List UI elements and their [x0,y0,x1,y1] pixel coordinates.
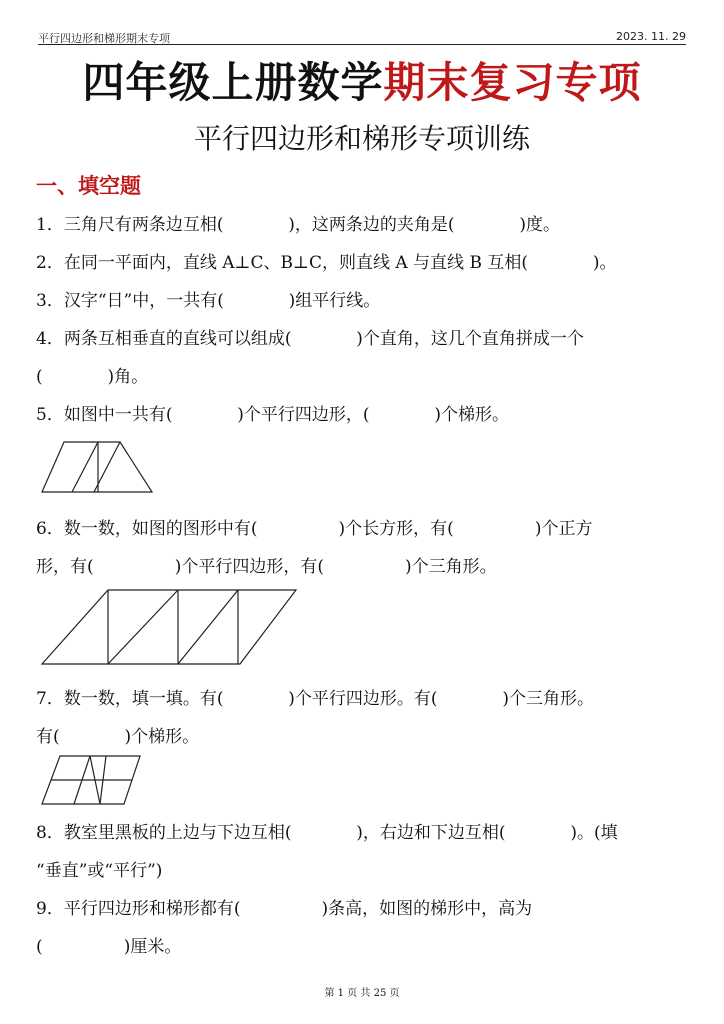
section-heading: 一、填空题 [36,174,141,198]
header-rule [38,44,686,45]
header-date: 2023. 11. 29 [616,30,686,43]
question-2: 2．在同一平面内，直线 A⊥C、B⊥C，则直线 A 与直线 B 互相( )。 [36,253,617,273]
page-title-red: 期末复习专项 [383,58,642,107]
question-1: 1．三角尺有两条边互相( )，这两条边的夹角是( )度。 [36,215,561,235]
figure-q7-shape [38,752,146,808]
question-8-line1: 8．教室里黑板的上边与下边互相( )，右边和下边互相( )。(填 [36,823,618,843]
question-6-line1: 6．数一数，如图的图形中有( )个长方形，有( )个正方 [36,519,593,539]
page-subtitle: 平行四边形和梯形专项训练 [193,122,530,155]
question-5: 5．如图中一共有( )个平行四边形，( )个梯形。 [36,405,510,425]
page-footer: 第 1 页 共 25 页 [324,988,400,999]
question-7-line2: 有( )个梯形。 [36,727,200,747]
figure-q6-parallelogram [38,586,300,670]
question-6-line2: 形，有( )个平行四边形，有( )个三角形。 [36,557,497,577]
question-9-line1: 9．平行四边形和梯形都有( )条高，如图的梯形中，高为 [36,899,533,919]
question-4-line2: ( )角。 [36,367,149,387]
page-title-black: 四年级上册数学 [82,58,384,107]
question-8-line2: “垂直”或“平行”) [36,861,163,881]
question-4-line1: 4．两条互相垂直的直线可以组成( )个直角，这几个直角拼成一个 [36,329,584,349]
question-3: 3．汉字“日”中，一共有( )组平行线。 [36,291,381,311]
page-title [0,50,724,110]
question-7-line1: 7．数一数，填一填。有( )个平行四边形。有( )个三角形。 [36,689,595,709]
figure-q5-trapezoid [38,436,158,498]
header-title: 平行四边形和梯形期末专项 [38,32,170,45]
question-9-line2: ( )厘米。 [36,937,182,957]
